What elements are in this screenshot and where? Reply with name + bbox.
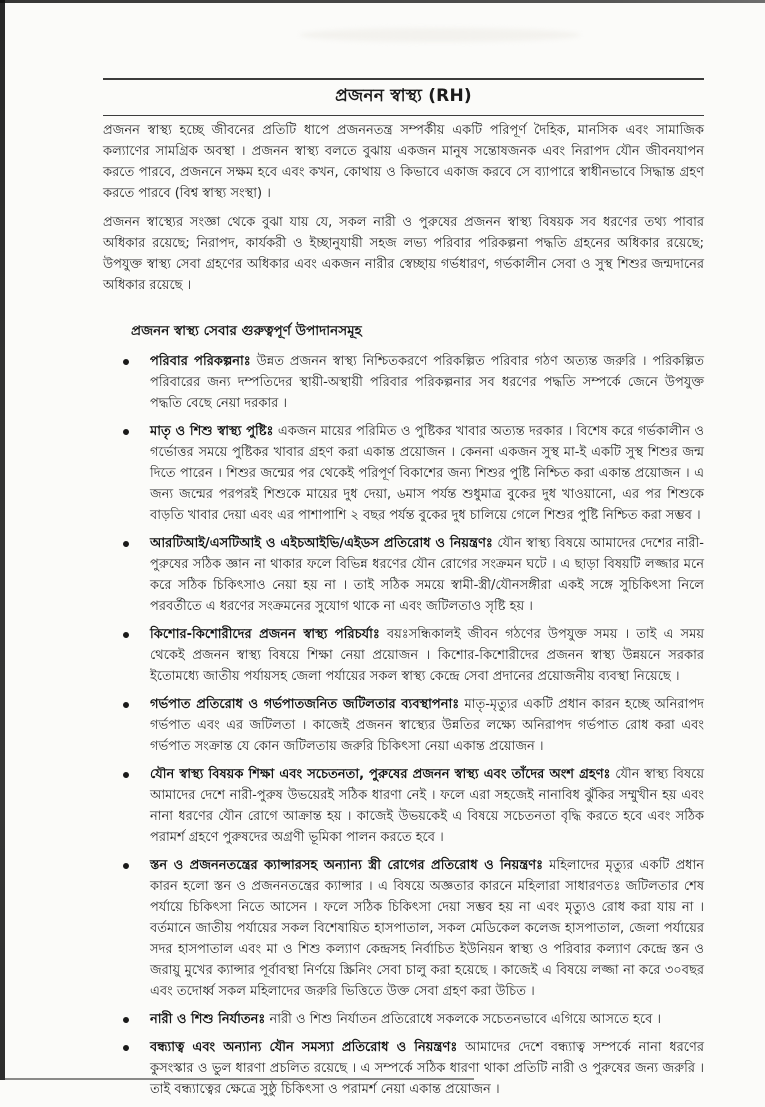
list-item-sexual-health-education: [103, 764, 704, 848]
list-item-infertility: [103, 1037, 704, 1100]
bullet-text: একজন মায়ের পরিমিত ও পুষ্টিকর খাবার অত্যন্ত দরকার । বিশেষ করে গর্ভকালীন ও গর্ভোত্তর সময়ে পুষ্টিকর খাবার গ্রহণ করা একান্ত প্রয়োজন । কেননা একজন সুস্থ মা-ই একটি সুস্থ শিশুর জন্ম দিতে পারেন । শিশুর জন্মের পর থেকেই পরিপূর্ণ বিকাশের জন্য শিশুর পুষ্টি নিশ্চিত করা একান্ত প্রয়োজন । এ জন্য জন্মের পরপরই শিশুকে মায়ের দুধ দেয়া, ৬মাস পর্যন্ত শুধুমাত্র বুকের দুধ খাওয়ানো, এর পর শিশুকে বাড়তি খাবার দেয়া এবং এর পাশাপাশি ২ বছর পর্যন্ত বুকের দুধ চালিয়ে গেলে শিশুর পুষ্টি নিশ্চিত করা সম্ভব ।: [150, 424, 704, 523]
bullet-text: যৌন স্বাস্থ্য বিষয়ে আমাদের দেশে নারী-পুরুষ উভয়েরই সঠিক ধারণা নেই । ফলে এরা সহজেই নানাবিধ ঝুঁকির সম্মুখীন হয় এবং নানা ধরণের যৌন রোগে আক্রান্ত হয় । কাজেই উভয়কেই এ বিষয়ে সচেতনতা বৃদ্ধি করতে হবে এবং সঠিক পরামর্শ গ্রহণে পুরুষদের অগ্রণী ভূমিকা পালন করতে হবে ।: [150, 767, 704, 845]
bullet-lead: বন্ধ্যাত্ব এবং অন্যান্য যৌন সমস্যা প্রতিরোধ ও নিয়ন্ত্রণঃ: [150, 1040, 458, 1055]
list-item-rti-sti-hiv: [103, 533, 704, 617]
scan-smudge: [300, 28, 580, 42]
intro-paragraph-1: প্রজনন স্বাস্থ্য হচ্ছে জীবনের প্রতিটি ধাপে প্রজননতন্ত্র সম্পর্কীয় একটি পরিপূর্ণ দৈহিক, মানসিক এবং সামাজিক কল্যাণের সামগ্রিক অবস্থা । প্রজনন স্বাস্থ্য বলতে বুঝায় একজন মানুষ সন্তোষজনক এবং নিরাপদ যৌন জীবনযাপন করতে পারবে, প্রজননে সক্ষম হবে এবং কখন, কোথায় ও কিভাবে একাজ করবে সে ব্যাপারে স্বাধীনভাবে সিদ্ধান্ত গ্রহণ করতে পারবে (বিশ্ব স্বাস্থ্য সংস্থা) ।: [103, 123, 704, 201]
bullet-lead: কিশোর-কিশোরীদের প্রজনন স্বাস্থ্য পরিচর্যাঃ: [150, 627, 380, 642]
bullet-text: মহিলাদের মৃত্যুর একটি প্রধান কারন হলো স্তন ও প্রজননতন্ত্রের ক্যান্সার । এ বিষয়ে অজ্ঞতার কারনে মহিলারা সাধারণতঃ জটিলতার শেষ পর্যায়ে চিকিৎসা নিতে আসেন । ফলে সঠিক চিকিৎসা দেয়া সম্ভব হয় না এবং মৃত্যুও রোধ করা যায় না । বর্তমানে জাতীয় পর্যায়ের সকল বিশেষায়িত হাসপাতাল, সকল মেডিকেল কলেজ হাসপাতাল, জেলা পর্যায়ের সদর হাসপাতাল এবং মা ও শিশু কল্যাণ কেন্দ্রসহ নির্বাচিত ইউনিয়ন স্বাস্থ্য ও পরিবার কল্যাণ কেন্দ্রে স্তন ও জরায়ু মুখের ক্যান্সার পূর্বাবস্থা নির্ণয়ে স্ক্রিনিং সেবা চালু করা হয়েছে । কাজেই এ বিষয়ে লজ্জা না করে ৩০বছর এবং তদোর্ধ্ব সকল মহিলাদের জরুরি ভিত্তিতে উক্ত সেবা গ্রহণ করা উচিত ।: [150, 858, 704, 999]
bullet-lead: স্তন ও প্রজননতন্ত্রের ক্যান্সারসহ অন্যান্য স্ত্রী রোগের প্রতিরোধ ও নিয়ন্ত্রণঃ: [150, 858, 544, 873]
bullet-text: মাতৃ-মৃত্যুর একটি প্রধান কারন হচ্ছে অনিরাপদ গর্ভপাত এবং এর জটিলতা । কাজেই প্রজনন স্বাস্থ্যের উন্নতির লক্ষ্যে অনিরাপদ গর্ভপাত রোধ করা এবং গর্ভপাত সংক্রান্ত যে কোন জটিলতায় জরুরি চিকিৎসা নেয়া একান্ত প্রয়োজন ।: [150, 697, 704, 754]
bullet-text: বয়ঃসন্ধিকালই জীবন গঠণের উপযুক্ত সময় । তাই এ সময় থেকেই প্রজনন স্বাস্থ্য বিষয়ে শিক্ষা নেয়া প্রয়োজন । কিশোর-কিশোরীদের প্রজনন স্বাস্থ্য উন্নয়নে সরকার ইতোমধ্যে জাতীয় পর্যায়সহ জেলা পর্যায়ের সকল স্বাস্থ্য কেন্দ্রে সেবা প্রদানের প্রয়োজনীয় ব্যবস্থা নিয়েছে ।: [150, 627, 705, 684]
intro-paragraph-2: প্রজনন স্বাস্থ্যের সংজ্ঞা থেকে বুঝা যায় যে, সকল নারী ও পুরুষের প্রজনন স্বাস্থ্য বিষয়ক সব ধরণের তথ্য পাবার অধিকার রয়েছে; নিরাপদ, কার্যকরী ও ইচ্ছানুযায়ী সহজ লভ্য পরিবার পরিকল্পনা পদ্ধতি গ্রহনের অধিকার রয়েছে; উপযুক্ত স্বাস্থ্য সেবা গ্রহণের অধিকার এবং একজন নারীর স্বেচ্ছায় গর্ভধারণ, গর্ভকালীন সেবা ও সুস্থ শিশুর জন্মদানের অধিকার রয়েছে ।: [103, 215, 704, 293]
bullet-list: [103, 351, 704, 1100]
bullet-lead: পরিবার পরিকল্পনাঃ: [150, 354, 251, 369]
title-box: [103, 78, 704, 116]
bullet-text: আমাদের দেশে বন্ধ্যাত্ব সম্পর্কে নানা ধরণের কুসংস্কার ও ভুল ধারণা প্রচলিত রয়েছে । এ সম্পর্কে সঠিক ধারণা থাকা প্রতিটি নারী ও পুরুষের জন্য জরুরি । তাই বন্ধ্যাত্বের ক্ষেত্রে সুষ্ঠু চিকিৎসা ও পরামর্শ নেয়া একান্ত প্রয়োজন ।: [150, 1040, 704, 1097]
bullet-lead: মাতৃ ও শিশু স্বাস্থ্য পুষ্টিঃ: [150, 424, 274, 439]
list-item-family-planning: [103, 351, 704, 414]
bullet-text: নারী ও শিশু নির্যাতন প্রতিরোধে সকলকে সচেতনভাবে এগিয়ে আসতে হবে ।: [269, 1012, 662, 1027]
page-title: প্রজনন স্বাস্থ্য (RH): [335, 86, 472, 106]
bullet-text: উন্নত প্রজনন স্বাস্থ্য নিশ্চিতকরণে পরিকল্পিত পরিবার গঠণ অত্যন্ত জরুরি । পরিকল্পিত পরিবারের জন্য দম্পতিদের স্থায়ী-অস্থায়ী পরিবার পরিকল্পনার সব ধরণের পদ্ধতি সম্পর্কে জেনে উপযুক্ত পদ্ধতি বেছে নেয়া দরকার ।: [150, 354, 704, 411]
scan-artifact-top-edge: [0, 0, 765, 3]
bullet-lead: গর্ভপাত প্রতিরোধ ও গর্ভপাতজনিত জটিলতার ব্যবস্থাপনাঃ: [150, 697, 460, 712]
bullet-lead: আরটিআই/এসটিআই ও এইচআইভি/এইডস প্রতিরোধ ও নিয়ন্ত্রণঃ: [150, 536, 493, 551]
bullet-lead: নারী ও শিশু নির্যাতনঃ: [150, 1012, 266, 1027]
list-item-abortion-management: [103, 694, 704, 757]
list-item-adolescent-care: [103, 624, 704, 687]
bullet-lead: যৌন স্বাস্থ্য বিষয়ক শিক্ষা এবং সচেতনতা, পুরুষের প্রজনন স্বাস্থ্য এবং তাঁদের অংশ গ্রহণঃ: [150, 767, 611, 782]
list-item-maternal-child-nutrition: [103, 421, 704, 526]
list-item-cancer-prevention: [103, 855, 704, 1002]
document-content: [103, 78, 704, 1107]
scan-artifact-left-edge: [0, 0, 5, 1080]
bullet-text: যৌন স্বাস্থ্য বিষয়ে আমাদের দেশের নারী-পুরুষের সঠিক জ্ঞান না থাকার ফলে বিভিন্ন ধরণের যৌন রোগের সংক্রমন ঘটে । এ ছাড়া বিষয়টি লজ্জার মনে করে সঠিক চিকিৎসাও নেয়া হয় না । তাই সঠিক সময়ে স্বামী-স্ত্রী/যৌনসঙ্গীরা একই সঙ্গে সুচিকিৎসা নিলে পরবর্তীতে এ ধরণের সংক্রমনের সুযোগ থাকে না এবং জটিলতাও সৃষ্টি হয় ।: [150, 536, 704, 614]
section-heading: প্রজনন স্বাস্থ্য সেবার গুরুত্বপূর্ণ উপাদানসমূহ: [131, 323, 362, 339]
list-item-violence-against-women-children: [103, 1009, 704, 1030]
